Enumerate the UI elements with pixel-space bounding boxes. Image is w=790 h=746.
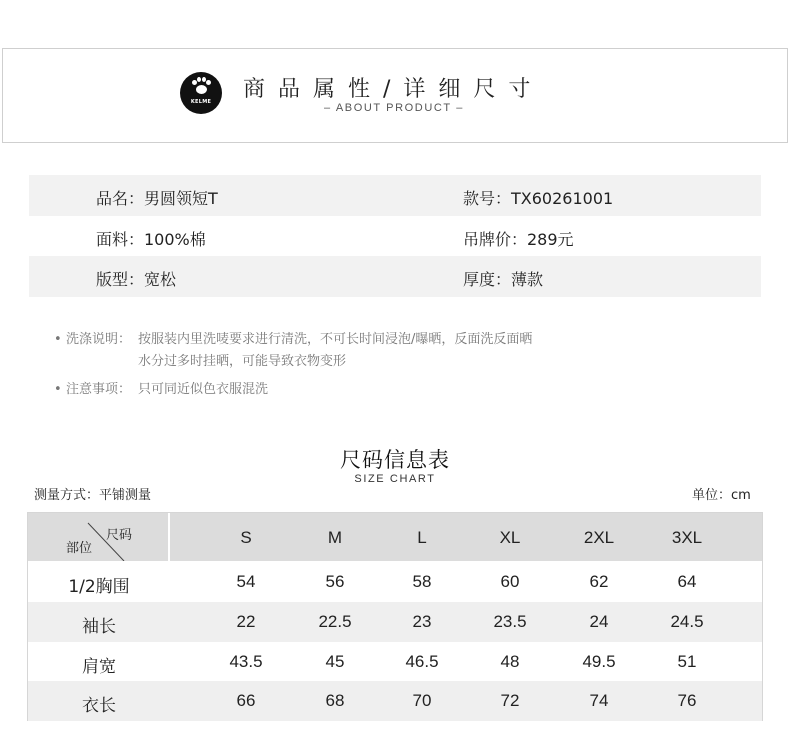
table-cell: 22.5 bbox=[318, 612, 352, 631]
size-chart-title: 尺码信息表 bbox=[340, 448, 450, 472]
attr-fabric: 面料：100%棉 bbox=[96, 230, 206, 249]
table-cell: 66 bbox=[236, 691, 256, 710]
table-cell: 74 bbox=[589, 691, 609, 710]
table-row bbox=[28, 681, 762, 721]
attribute-row bbox=[29, 216, 761, 257]
caution-text: 只可同近似色衣服混洗 bbox=[138, 382, 269, 397]
attr-thickness: 厚度：薄款 bbox=[463, 270, 544, 289]
paw-toe bbox=[206, 80, 211, 85]
table-cell: 43.5 bbox=[229, 652, 263, 671]
corner-part-label: 部位 bbox=[66, 541, 93, 556]
kelme-logo bbox=[180, 72, 222, 114]
table-row bbox=[28, 562, 762, 602]
paw-toe bbox=[197, 77, 201, 82]
table-cell: 54 bbox=[236, 572, 256, 591]
table-cell: 23.5 bbox=[493, 612, 527, 631]
table-cell: 45 bbox=[325, 652, 345, 671]
table-cell: 68 bbox=[325, 691, 345, 710]
wash-instructions bbox=[54, 328, 532, 347]
size-chart-subtitle: SIZE CHART bbox=[354, 473, 436, 485]
table-row bbox=[28, 602, 762, 642]
logo-wordmark: KELME bbox=[190, 99, 212, 105]
wash-text: 按服装内里洗唛要求进行清洗，不可长时间浸泡/曝晒，反面洗反面晒 bbox=[138, 332, 533, 347]
corner-cell bbox=[28, 513, 170, 561]
row-label: 衣长 bbox=[82, 696, 116, 716]
corner-size-label: 尺码 bbox=[106, 528, 133, 543]
unit-label: 单位：cm bbox=[692, 488, 751, 503]
size-table-header bbox=[28, 513, 762, 561]
attr-product-name: 品名：男圆领短T bbox=[96, 189, 218, 208]
table-cell: 64 bbox=[677, 572, 697, 591]
attribute-row bbox=[29, 256, 761, 297]
table-cell: 51 bbox=[677, 652, 697, 671]
row-label: 1/2胸围 bbox=[68, 577, 130, 597]
wash-label: 洗涤说明： bbox=[66, 332, 132, 347]
caution-label: 注意事项： bbox=[66, 382, 132, 397]
row-label: 肩宽 bbox=[82, 657, 116, 677]
wash-text-cont: 水分过多时挂晒，可能导致衣物变形 bbox=[138, 354, 347, 369]
bullet-icon: • bbox=[54, 332, 62, 347]
table-cell: 76 bbox=[677, 691, 697, 710]
table-cell: 23 bbox=[412, 612, 432, 631]
paw-pad bbox=[196, 85, 207, 94]
size-col-l: L bbox=[417, 528, 427, 547]
diagonal-divider bbox=[28, 513, 170, 561]
table-cell: 60 bbox=[500, 572, 520, 591]
table-cell: 62 bbox=[589, 572, 609, 591]
size-col-3xl: 3XL bbox=[671, 528, 703, 547]
table-cell: 24.5 bbox=[670, 612, 704, 631]
size-table bbox=[27, 512, 763, 721]
table-cell: 56 bbox=[325, 572, 345, 591]
bullet-icon: • bbox=[54, 382, 62, 397]
attribute-row bbox=[29, 175, 761, 216]
measure-method: 测量方式：平铺测量 bbox=[34, 488, 152, 503]
caution-note bbox=[54, 378, 268, 397]
table-row bbox=[28, 642, 762, 682]
table-cell: 46.5 bbox=[405, 652, 439, 671]
size-col-m: M bbox=[327, 528, 343, 547]
row-label: 袖长 bbox=[82, 617, 116, 637]
paw-toe bbox=[192, 80, 197, 85]
table-cell: 48 bbox=[500, 652, 520, 671]
table-cell: 24 bbox=[589, 612, 609, 631]
page-subtitle: – ABOUT PRODUCT – bbox=[324, 102, 464, 114]
size-col-s: S bbox=[240, 528, 252, 547]
attr-tag-price: 吊牌价：289元 bbox=[463, 230, 574, 249]
table-cell: 58 bbox=[412, 572, 432, 591]
table-cell: 70 bbox=[412, 691, 432, 710]
attr-style-number: 款号：TX60261001 bbox=[463, 189, 614, 208]
table-cell: 22 bbox=[236, 612, 256, 631]
table-cell: 72 bbox=[500, 691, 520, 710]
attr-fit: 版型：宽松 bbox=[96, 270, 177, 289]
size-col-2xl: 2XL bbox=[583, 528, 615, 547]
page-title: 商品属性/详细尺寸 bbox=[243, 77, 544, 102]
table-cell: 49.5 bbox=[582, 652, 616, 671]
size-col-xl: XL bbox=[499, 528, 521, 547]
